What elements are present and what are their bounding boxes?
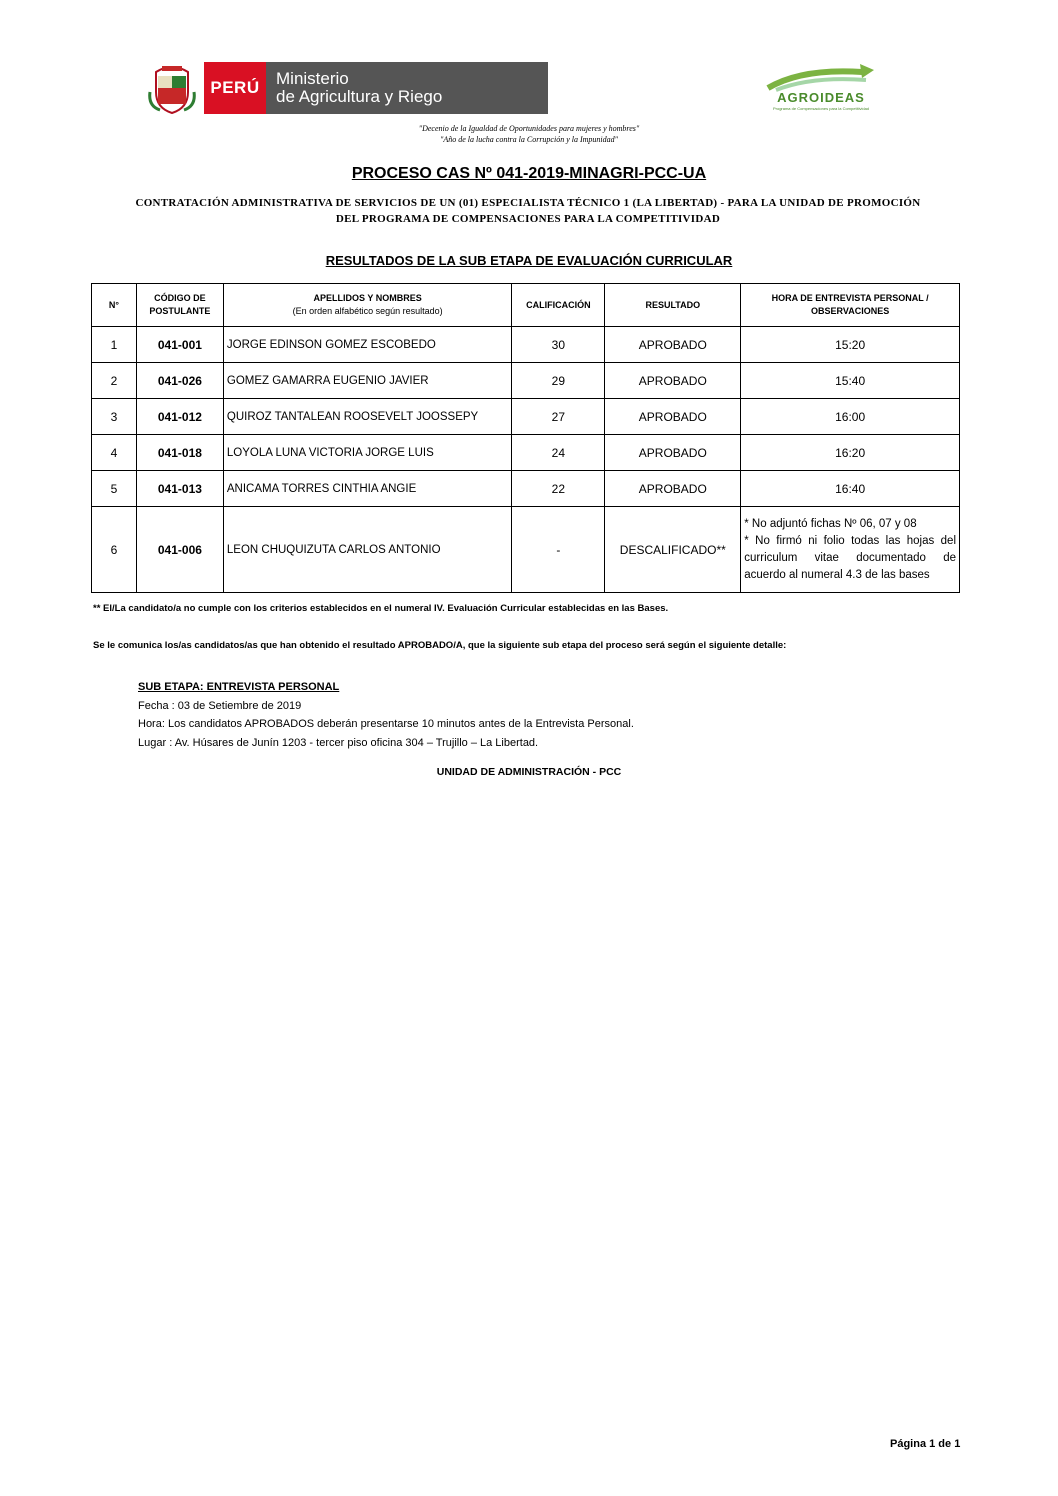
table-row — [92, 435, 960, 471]
slogan-year: "Año de la lucha contra la Corrupción y la Impunidad" — [439, 135, 619, 144]
row-num: 2 — [92, 363, 137, 399]
obs-note1: * No adjuntó fichas Nº 06, 07 y 08 — [744, 517, 917, 530]
row-obs: 15:20 — [741, 327, 960, 363]
details-heading: SUB ETAPA: ENTREVISTA PERSONAL — [138, 681, 340, 693]
row-code: 041-006 — [136, 507, 223, 593]
header-code-line2: POSTULANTE — [149, 306, 211, 316]
header-obs-line2: OBSERVACIONES — [811, 306, 890, 316]
details-place: Lugar : Av. Húsares de Junín 1203 - tercer piso oficina 304 – Trujillo – La Libertad. — [138, 736, 539, 749]
row-num: 4 — [92, 435, 137, 471]
header-result: RESULTADO — [605, 284, 741, 327]
row-obs: 15:40 — [741, 363, 960, 399]
row-num: 3 — [92, 399, 137, 435]
row-code: 041-001 — [136, 327, 223, 363]
ministry-name — [266, 62, 548, 114]
row-score: 30 — [512, 327, 605, 363]
row-obs: 16:00 — [741, 399, 960, 435]
ministry-line1: Ministerio — [276, 69, 349, 88]
row-result: APROBADO — [605, 327, 741, 363]
communication-note: Se le comunica los/as candidatos/as que han obtenido el resultado APROBADO/A, que la siguiente sub etapa del proceso será según el siguiente detalle: — [93, 640, 787, 651]
row-result: APROBADO — [605, 471, 741, 507]
header-num: N° — [92, 284, 137, 327]
section-title: RESULTADOS DE LA SUB ETAPA DE EVALUACIÓN CURRICULAR — [325, 253, 733, 268]
row-name: JORGE EDINSON GOMEZ ESCOBEDO — [223, 327, 512, 363]
header-name-line2: (En orden alfabético según resultado) — [292, 306, 443, 316]
header-score: CALIFICACIÓN — [512, 284, 605, 327]
row-obs — [741, 507, 960, 593]
document-subtitle — [95, 195, 961, 227]
coat-of-arms-icon — [148, 62, 196, 114]
row-obs: 16:20 — [741, 435, 960, 471]
agroideas-label: AGROIDEAS — [777, 90, 865, 105]
subtitle-line1: CONTRATACIÓN ADMINISTRATIVA DE SERVICIOS DE UN (01) ESPECIALISTA TÉCNICO 1 (LA LIBERTAD) - PARA LA UNIDAD DE PROMOCIÓN — [135, 197, 921, 209]
details-date: Fecha : 03 de Setiembre de 2019 — [138, 699, 302, 712]
obs-note2: * No firmó ni folio todas las hojas del curriculum vitae documentado de acuerdo al numeral 4.3 de las bases — [744, 534, 956, 581]
agroideas-tagline: Programa de Compensaciones para la Competitividad — [772, 106, 870, 111]
row-result: APROBADO — [605, 399, 741, 435]
row-name: QUIROZ TANTALEAN ROOSEVELT JOOSSEPY — [223, 399, 512, 435]
details-time: Hora: Los candidatos APROBADOS deberán presentarse 10 minutos antes de la Entrevista Personal. — [138, 718, 634, 730]
row-result: APROBADO — [605, 363, 741, 399]
row-score: - — [512, 507, 605, 593]
row-result: APROBADO — [605, 435, 741, 471]
table-row — [92, 363, 960, 399]
row-num: 5 — [92, 471, 137, 507]
table-row — [92, 399, 960, 435]
row-score: 24 — [512, 435, 605, 471]
results-table — [91, 283, 960, 593]
row-score: 27 — [512, 399, 605, 435]
header-name-line1: APELLIDOS Y NOMBRES — [313, 293, 422, 303]
table-header-row — [92, 284, 960, 327]
page-number: Página 1 de 1 — [890, 1438, 961, 1450]
row-code: 041-012 — [136, 399, 223, 435]
row-code: 041-018 — [136, 435, 223, 471]
row-name: LEON CHUQUIZUTA CARLOS ANTONIO — [223, 507, 512, 593]
ministry-logo — [148, 62, 548, 114]
header-code — [136, 284, 223, 327]
row-result: DESCALIFICADO** — [605, 507, 741, 593]
table-row — [92, 471, 960, 507]
row-name: ANICAMA TORRES CINTHIA ANGIE — [223, 471, 512, 507]
row-name: LOYOLA LUNA VICTORIA JORGE LUIS — [223, 435, 512, 471]
peru-label: PERÚ — [204, 62, 266, 114]
slogan-decade: "Decenio de la Igualdad de Oportunidades para mujeres y hombres" — [418, 124, 640, 133]
header-name — [223, 284, 512, 327]
header-code-line1: CÓDIGO DE — [154, 293, 206, 303]
row-code: 041-013 — [136, 471, 223, 507]
table-row — [92, 327, 960, 363]
row-num: 6 — [92, 507, 137, 593]
agroideas-logo — [762, 62, 880, 112]
table-row — [92, 507, 960, 593]
row-obs: 16:40 — [741, 471, 960, 507]
agroideas-leaf-icon — [762, 62, 880, 92]
subtitle-line2: DEL PROGRAMA DE COMPENSACIONES PARA LA COMPETITIVIDAD — [335, 213, 721, 225]
row-name: GOMEZ GAMARRA EUGENIO JAVIER — [223, 363, 512, 399]
ministry-line2: de Agricultura y Riego — [276, 87, 443, 106]
row-code: 041-026 — [136, 363, 223, 399]
footnote: ** El/La candidato/a no cumple con los criterios establecidos en el numeral IV. Evaluación Curricular establecidas en las Bases. — [93, 603, 669, 614]
row-score: 22 — [512, 471, 605, 507]
row-score: 29 — [512, 363, 605, 399]
administration-unit: UNIDAD DE ADMINISTRACIÓN - PCC — [436, 766, 622, 778]
interview-details — [138, 678, 634, 752]
header-obs — [741, 284, 960, 327]
header-obs-line1: HORA DE ENTREVISTA PERSONAL / — [771, 293, 929, 303]
row-num: 1 — [92, 327, 137, 363]
document-title: PROCESO CAS Nº 041-2019-MINAGRI-PCC-UA — [351, 165, 707, 182]
